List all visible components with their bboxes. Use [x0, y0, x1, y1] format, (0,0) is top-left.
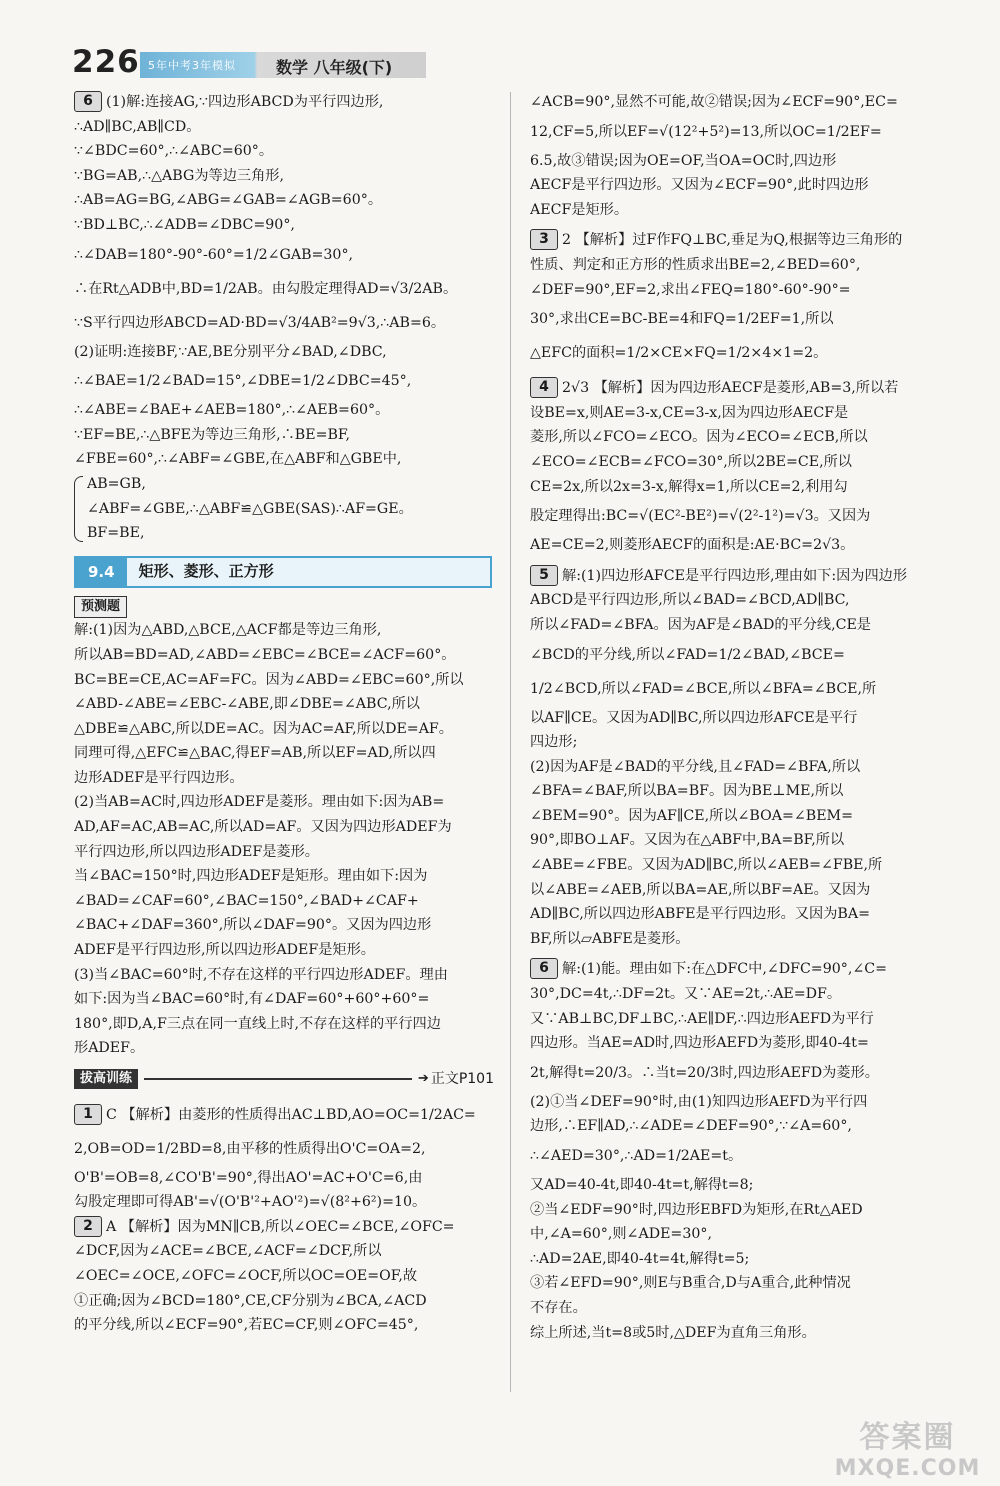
training-divider — [144, 1078, 412, 1080]
answer-line: ∠BCD的平分线,所以∠FAD=1/2∠BAD,∠BCE= — [530, 646, 845, 663]
answer-line: (2)因为AF是∠BAD的平分线,且∠FAD=∠BFA,所以 — [530, 758, 861, 775]
answer-line: ③若∠EFD=90°,则E与B重合,D与A重合,此种情况 — [530, 1275, 851, 1292]
answer-line: ∴∠ABE=∠BAE+∠AEB=180°,∴∠AEB=60°。 — [74, 402, 390, 419]
subject-label: 数学 八年级(下) — [276, 58, 393, 77]
answer-line: ∠ABD-∠ABE=∠EBC-∠ABE,即∠DBE=∠ABC,所以 — [74, 696, 420, 713]
answer-line: ∵S平行四边形ABCD=AD·BD=√3/4AB²=9√3,∴AB=6。 — [74, 314, 446, 331]
left-column — [74, 90, 494, 1338]
question-1 — [74, 1098, 494, 1215]
question-2 — [74, 1215, 494, 1338]
answer-line: 以∠ABE=∠AEB,所以BA=AE,所以BF=AE。又因为 — [530, 881, 871, 898]
answer-line: 平行四边形,所以四边形ADEF是菱形。 — [74, 843, 319, 860]
question-number-badge: 5 — [530, 565, 558, 586]
answer-line: ∠FBE=60°,∴∠ABF=∠GBE,在△ABF和△GBE中, — [74, 451, 402, 468]
answer-line: ∴AD=2AE,即40-4t=4t,解得t=5; — [530, 1250, 750, 1267]
answer-line: 180°,即D,A,F三点在同一直线上时,不存在这样的平行四边 — [74, 1015, 441, 1032]
answer-line: ∠ECO=∠ECB=∠FCO=30°,所以2BE=CE,所以 — [530, 453, 852, 470]
answer-line: 所以AB=BD=AD,∠ABD=∠EBC=∠BCE=∠ACF=60°。 — [74, 646, 456, 663]
answer-line: 形ADEF。 — [74, 1040, 145, 1057]
answer-line: O'B'=OB=8,∠CO'B'=90°,得出AO'=AC+O'C=6,由 — [74, 1169, 423, 1186]
answer-line: 又∵AB⊥BC,DF⊥BC,∴AE∥DF,∴四边形AEFD为平行 — [530, 1010, 874, 1027]
brace-line: BF=BE, — [87, 525, 145, 542]
answer-line: 1 C 【解析】由菱形的性质得出AC⊥BD,AO=OC=1/2AC= — [74, 1098, 494, 1132]
answer-line: ∴AD∥BC,AB∥CD。 — [74, 118, 201, 135]
answer-line: 股定理得出:BC=√(EC²-BE²)=√(2²-1²)=√3。又因为 — [530, 508, 871, 525]
watermark-url: MXQE.COM — [834, 1456, 981, 1481]
answer-line: 以AF∥CE。又因为AD∥BC,所以四边形AFCE是平行 — [530, 709, 858, 726]
answer-line: (3)当∠BAC=60°时,不存在这样的平行四边形ADEF。理由 — [74, 966, 448, 983]
question-number-badge: 6 — [530, 958, 558, 979]
answer-line: ∴∠DAB=180°-90°-60°=1/2∠GAB=30°, — [74, 246, 354, 263]
answer-line: 当∠BAC=150°时,四边形ADEF是矩形。理由如下:因为 — [74, 868, 428, 885]
answer-line: ∵BG=AB,∴△ABG为等边三角形, — [74, 167, 284, 184]
answer-line: 1/2∠BCD,所以∠FAD=∠BCE,所以∠BFA=∠BCE,所 — [530, 680, 877, 697]
answer-line: ∴AB=AG=BG,∠ABG=∠GAB=∠AGB=60°。 — [74, 192, 383, 209]
answer-line: ∵BD⊥BC,∴∠ADB=∠DBC=90°, — [74, 216, 295, 233]
answer-line: ∠DEF=90°,EF=2,求出∠FEQ=180°-60°-90°= — [530, 281, 851, 298]
answer-line: (2)①当∠DEF=90°时,由(1)知四边形AEFD为平行四 — [530, 1093, 868, 1110]
answer-line: 30°,求出CE=BC-BE=4和FQ=1/2EF=1,所以 — [530, 311, 834, 328]
answer-line: 不存在。 — [530, 1299, 587, 1316]
training-label: 拔高训练 — [74, 1069, 138, 1089]
answer-line: ①正确;因为∠BCD=180°,CE,CF分别为∠BCA,∠ACD — [74, 1292, 427, 1309]
question-2-continued — [530, 90, 954, 222]
answer-line: 菱形,所以∠FCO=∠ECO。因为∠ECO=∠ECB,所以 — [530, 429, 868, 446]
answer-line: 解:(1)因为△ABD,△BCE,△ACF都是等边三角形, — [74, 622, 382, 639]
answer-line: ∠BEM=90°。因为AF∥CE,所以∠BOA=∠BEM= — [530, 807, 853, 824]
answer-line: 性质、判定和正方形的性质求出BE=2,∠BED=60°, — [530, 256, 861, 273]
answer-line: ∵EF=BE,∴△BFE为等边三角形,∴BE=BF, — [74, 426, 351, 443]
question-number-badge: 6 — [74, 91, 102, 112]
answer-line: △EFC的面积=1/2×CE×FQ=1/2×4×1=2。 — [530, 345, 828, 362]
answer-line: 6.5,故③错误;因为OE=OF,当OA=OC时,四边形 — [530, 152, 837, 169]
preview-tag: 预测题 — [74, 596, 127, 618]
congruence-brace — [74, 472, 494, 546]
answer-line: ADEF是平行四边形,所以四边形ADEF是矩形。 — [74, 942, 375, 959]
answer-line: 综上所述,当t=8或5时,△DEF为直角三角形。 — [530, 1324, 816, 1341]
answer-line: ②当∠EDF=90°时,四边形EBFD为矩形,在Rt△AED — [530, 1201, 863, 1218]
answer-line: 四边形; — [530, 734, 578, 751]
answer-line: 90°,即BO⊥AF。又因为在△ABF中,BA=BF,所以 — [530, 832, 845, 849]
answer-line: ∴∠BAE=1/2∠BAD=15°,∠DBE=1/2∠DBC=45°, — [74, 373, 412, 390]
answer-line: ∴∠AED=30°,∴AD=1/2AE=t。 — [530, 1148, 743, 1164]
question-6-left — [74, 90, 494, 546]
answer-line: AD,AF=AC,AB=AC,所以AD=AF。又因为四边形ADEF为 — [74, 819, 452, 836]
answer-line: 4 2√3 【解析】因为四边形AECF是菱形,AB=3,所以若 — [530, 376, 954, 401]
answer-line: ∠BFA=∠BAF,所以BA=BF。因为BE⊥ME,所以 — [530, 783, 844, 800]
answer-line: ∴在Rt△ADB中,BD=1/2AB。由勾股定理得AD=√3/2AB。 — [74, 280, 458, 297]
answer-line: AE=CE=2,则菱形AECF的面积是:AE·BC=2√3。 — [530, 537, 855, 554]
brace-line: AB=GB, — [87, 475, 146, 492]
brace-line: ∠ABF=∠GBE,∴△ABF≌△GBE(SAS)∴AF=GE。 — [87, 500, 413, 517]
answer-line: 的平分线,所以∠ECF=90°,若EC=CF,则∠OFC=45°, — [74, 1317, 419, 1334]
question-6-right — [530, 957, 954, 1345]
section-title: 矩形、菱形、正方形 — [138, 562, 274, 581]
question-3 — [530, 228, 954, 370]
answer-line: 勾股定理即可得AB'=√(O'B'²+AO'²)=√(8²+6²)=10。 — [74, 1194, 427, 1211]
answer-line: 如下:因为当∠BAC=60°时,有∠DAF=60°+60°+60°= — [74, 991, 430, 1008]
answer-line: ∠BAC+∠DAF=360°,所以∠DAF=90°。又因为四边形 — [74, 917, 432, 934]
answer-line: △DBE≌△ABC,所以DE=AC。因为AC=AF,所以DE=AF。 — [74, 720, 453, 737]
question-5 — [530, 564, 954, 952]
answer-line: ∠DCF,因为∠ACE=∠BCE,∠ACF=∠DCF,所以 — [74, 1243, 382, 1260]
right-column — [530, 90, 954, 1345]
answer-line: 中,∠A=60°,则∠ADE=30°, — [530, 1226, 712, 1243]
answer-line: BC=BE=CE,AC=AF=FC。因为∠ABD=∠EBC=60°,所以 — [74, 671, 464, 688]
answer-line: 设BE=x,则AE=3-x,CE=3-x,因为四边形AECF是 — [530, 404, 849, 421]
answer-line: 12,CF=5,所以EF=√(12²+5²)=13,所以OC=1/2EF= — [530, 123, 882, 140]
answer-line: ABCD是平行四边形,所以∠BAD=∠BCD,AD∥BC, — [530, 592, 850, 609]
watermark — [820, 1420, 995, 1482]
answer-line: 边形ADEF是平行四边形。 — [74, 769, 244, 786]
column-divider — [510, 92, 511, 1392]
brace-icon — [74, 476, 83, 542]
training-bar — [74, 1067, 494, 1092]
answer-line: 6 (1)解:连接AG,∵四边形ABCD为平行四边形, — [74, 90, 494, 115]
answer-line: BF,所以▱ABFE是菱形。 — [530, 930, 690, 947]
question-number-badge: 3 — [530, 229, 558, 250]
answer-line: ∠OEC=∠OCE,∠OFC=∠OCF,所以OC=OE=OF,故 — [74, 1267, 418, 1284]
answer-line: 又AD=40-4t,即40-4t=t,解得t=8; — [530, 1177, 754, 1193]
section-number: 9.4 — [76, 558, 127, 586]
answer-line: 6 解:(1)能。理由如下:在△DFC中,∠DFC=90°,∠C= — [530, 957, 954, 982]
answer-line: 3 2 【解析】过F作FQ⊥BC,垂足为Q,根据等边三角形的 — [530, 228, 954, 253]
answer-line: ∠ABE=∠FBE。又因为AD∥BC,所以∠AEB=∠FBE,所 — [530, 857, 883, 874]
answer-line: AECF是矩形。 — [530, 201, 629, 218]
answer-line: (2)证明:连接BF,∵AE,BE分别平分∠BAD,∠DBC, — [74, 343, 387, 360]
answer-line: 2,OB=OD=1/2BD=8,由平移的性质得出O'C=OA=2, — [74, 1140, 426, 1157]
answer-line: 四边形。当AE=AD时,四边形AEFD为菱形,即40-4t= — [530, 1035, 869, 1052]
answer-line: ∠BAD=∠CAF=60°,∠BAC=150°,∠BAD+∠CAF+ — [74, 892, 419, 909]
question-number-badge: 2 — [74, 1216, 102, 1237]
answer-line: 2t,解得t=20/3。∴当t=20/3时,四边形AEFD为菱形。 — [530, 1064, 879, 1081]
answer-line: 边形,∴EF∥AD,∴∠ADE=∠DEF=90°,∵∠A=60°, — [530, 1118, 852, 1135]
watermark-text: 答案圈 — [859, 1420, 956, 1455]
question-4 — [530, 376, 954, 558]
answer-line: AECF是平行四边形。又因为∠ECF=90°,此时四边形 — [530, 177, 869, 194]
question-number-badge: 1 — [74, 1104, 102, 1125]
answer-line: 30°,DC=4t,∴DF=2t。又∵AE=2t,∴AE=DF。 — [530, 986, 842, 1003]
training-reference: 正文P101 — [430, 1071, 494, 1087]
preview-block — [74, 594, 494, 1061]
series-label: 5年中考3年模拟 — [148, 59, 236, 72]
answer-line: (2)当AB=AC时,四边形ADEF是菱形。理由如下:因为AB= — [74, 794, 445, 811]
answer-line: AD∥BC,所以四边形ABFE是平行四边形。又因为BA= — [530, 906, 870, 923]
answer-line: 同理可得,△EFC≌△BAC,得EF=AB,所以EF=AD,所以四 — [74, 745, 436, 762]
answer-line: ∠ACB=90°,显然不可能,故②错误;因为∠ECF=90°,EC= — [530, 94, 898, 110]
answer-line: ∵∠BDC=60°,∴∠ABC=60°。 — [74, 143, 274, 160]
answer-line: 2 A 【解析】因为MN∥CB,所以∠OEC=∠BCE,∠OFC= — [74, 1215, 494, 1240]
page-number: 226 — [72, 44, 140, 80]
section-heading — [74, 556, 492, 588]
question-number-badge: 4 — [530, 377, 558, 398]
arrow-right-icon: ➔ — [417, 1071, 429, 1086]
answer-line: 5 解:(1)四边形AFCE是平行四边形,理由如下:因为四边形 — [530, 564, 954, 589]
answer-line: CE=2x,所以2x=3-x,解得x=1,所以CE=2,利用勾 — [530, 478, 848, 495]
answer-line: 所以∠FAD=∠BFA。因为AF是∠BAD的平分线,CE是 — [530, 616, 871, 633]
